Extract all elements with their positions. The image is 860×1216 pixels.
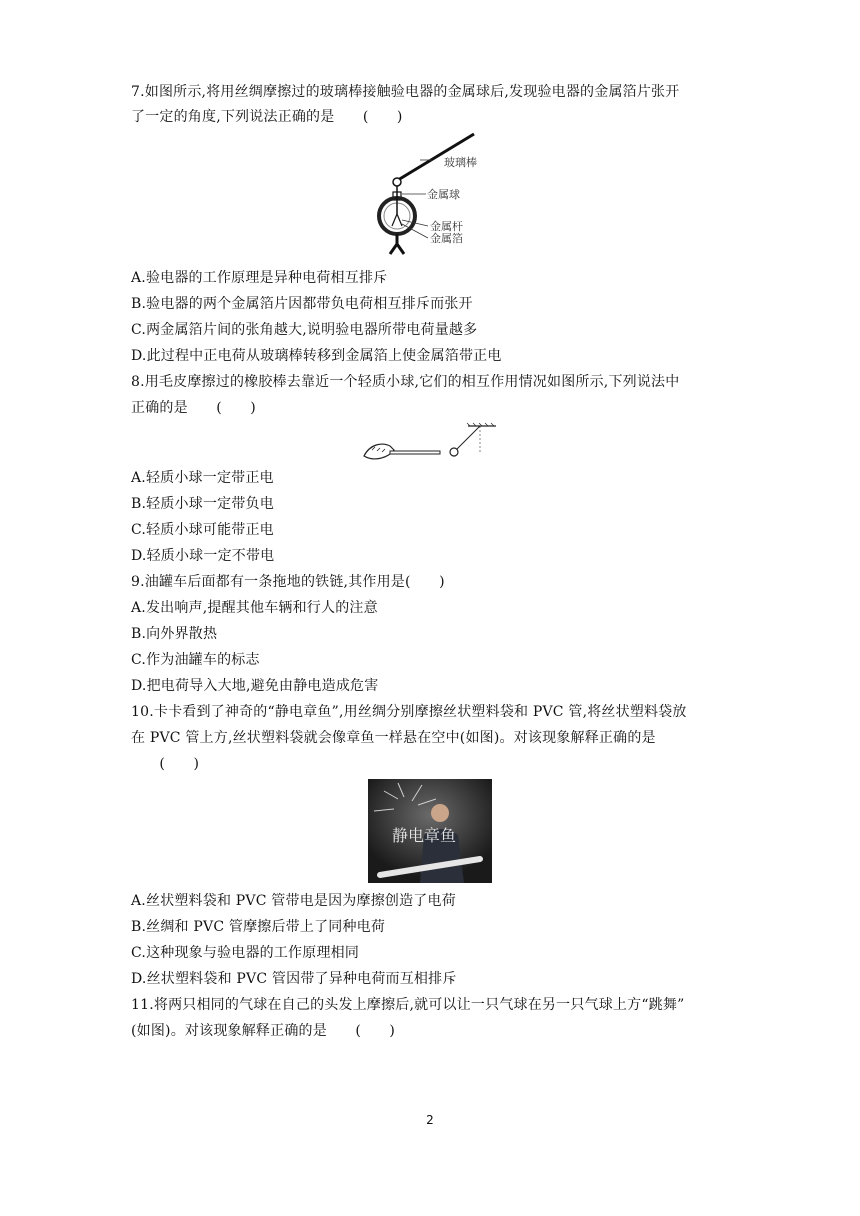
q8-option-b: B.轻质小球一定带负电 — [131, 496, 274, 512]
q10-stem-line2: 在 PVC 管上方,丝状塑料袋就会像章鱼一样悬在空中(如图)。对该现象解释正确的是 — [131, 730, 656, 746]
page-number: 2 — [426, 1113, 434, 1127]
q10-option-a: A.丝状塑料袋和 PVC 管带电是因为摩擦创造了电荷 — [131, 893, 456, 909]
label-shaft: 金属杆 — [430, 220, 463, 233]
q10-stem-line3: ( ) — [131, 756, 200, 772]
q7-option-a: A.验电器的工作原理是异种电荷相互排斥 — [131, 270, 388, 286]
q9-option-c: C.作为油罐车的标志 — [131, 652, 260, 668]
photo-caption: 静电章鱼 — [392, 826, 457, 845]
q8-stem-line1: 8.用毛皮摩擦过的橡胶棒去靠近一个轻质小球,它们的相互作用情况如图所示,下列说法中 — [131, 374, 680, 390]
q9-stem: 9.油罐车后面都有一条拖地的铁链,其作用是( ) — [131, 574, 445, 590]
light-ball — [450, 448, 458, 456]
q7-stem-line2: 了一定的角度,下列说法正确的是 ( ) — [131, 109, 403, 125]
static-octopus-photo — [368, 779, 492, 883]
q11-stem-line2: (如图)。对该现象解释正确的是 ( ) — [131, 1023, 396, 1039]
q7-option-c: C.两金属箔片间的张角越大,说明验电器所带电荷量越多 — [131, 322, 478, 338]
q9-option-b: B.向外界散热 — [131, 626, 218, 642]
q9-option-a: A.发出响声,提醒其他车辆和行人的注意 — [131, 600, 378, 616]
q10-option-c: C.这种现象与验电器的工作原理相同 — [131, 945, 360, 961]
q7-option-d: D.此过程中正电荷从玻璃棒转移到金属箔上使金属箔带正电 — [131, 348, 502, 364]
q7-option-b: B.验电器的两个金属箔片因都带负电荷相互排斥而张开 — [131, 296, 473, 312]
electroscope-figure — [370, 130, 490, 260]
q11-stem-line1: 11.将两只相同的气球在自己的头发上摩擦后,就可以让一只气球在另一只气球上方“跳舞” — [131, 997, 685, 1013]
label-foil: 金属箔 — [430, 232, 463, 245]
label-ball: 金属球 — [427, 188, 460, 201]
q9-option-d: D.把电荷导入大地,避免由静电造成危害 — [131, 678, 379, 694]
q7-stem-line1: 7.如图所示,将用丝绸摩擦过的玻璃棒接触验电器的金属球后,发现验电器的金属箔片张开 — [131, 84, 680, 100]
label-rod: 玻璃棒 — [444, 156, 477, 169]
q8-option-d: D.轻质小球一定不带电 — [131, 548, 275, 564]
q10-stem-line1: 10.卡卡看到了神奇的“静电章鱼”,用丝绸分别摩擦丝状塑料袋和 PVC 管,将丝状塑料袋放 — [131, 704, 687, 720]
rubber-rod — [390, 451, 440, 454]
q8-option-a: A.轻质小球一定带正电 — [131, 470, 274, 486]
metal-ball — [393, 178, 401, 186]
q10-option-b: B.丝绸和 PVC 管摩擦后带上了同种电荷 — [131, 919, 386, 935]
q10-option-d: D.丝状塑料袋和 PVC 管因带了异种电荷而互相排斥 — [131, 971, 457, 987]
rubber-rod-figure — [360, 422, 500, 466]
q8-stem-line2: 正确的是 ( ) — [131, 400, 256, 416]
q8-option-c: C.轻质小球可能带正电 — [131, 522, 274, 538]
